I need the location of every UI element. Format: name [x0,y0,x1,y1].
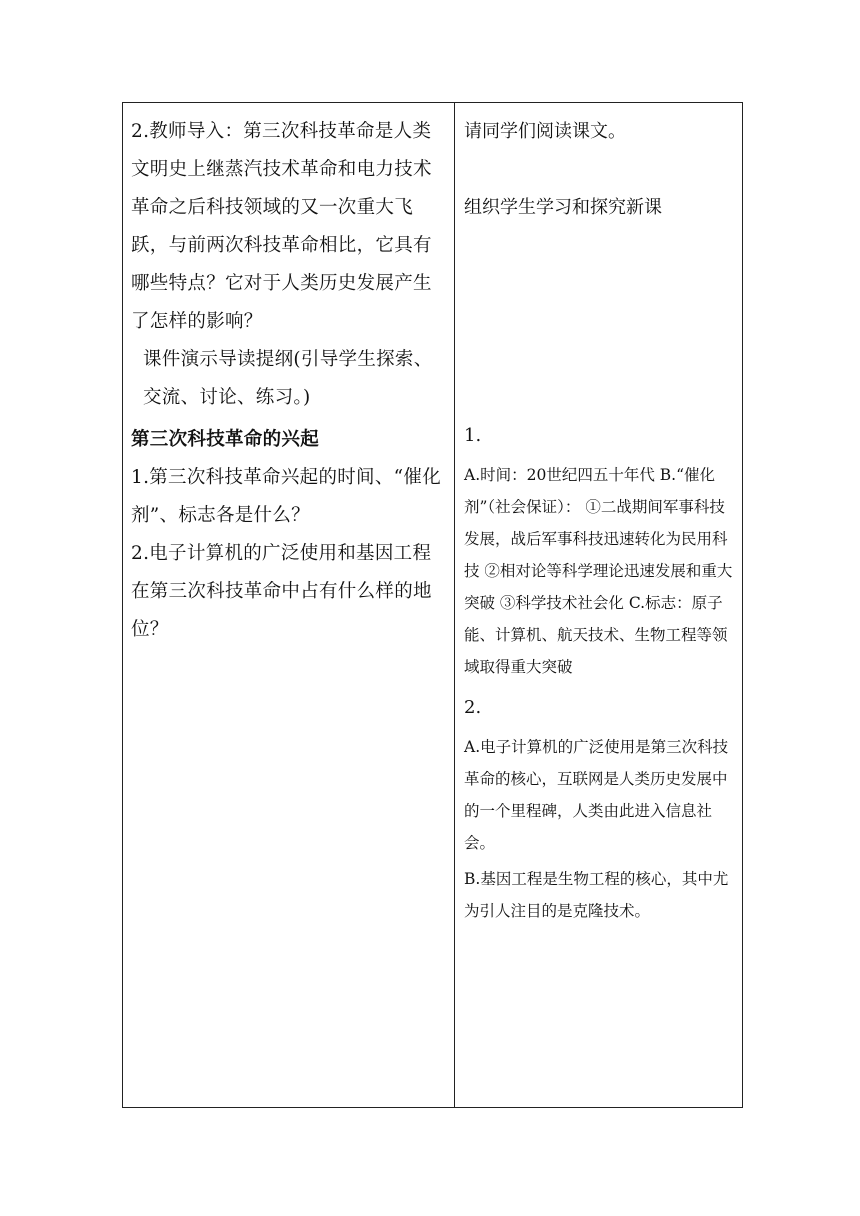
lesson-table [122,102,743,1108]
answer-2a-text: A.电子计算机的广泛使用是第三次科技革命的核心，互联网是人类历史发展中的一个里程碑，人类由此进入信息社会。 [464,738,729,852]
teacher-intro-text: 2.教师导入：第三次科技革命是人类文明史上继蒸汽技术革命和电力技术革命之后科技领域的又一次重大飞跃，与前两次科技革命相比，它具有哪些特点？它对于人类历史发展产生了怎样的影响？ [131,121,432,332]
section-heading: 第三次科技革命的兴起 [131,429,320,450]
answer-number-2: 2. [464,697,482,718]
question-2: 2.电子计算机的广泛使用和基因工程在第三次科技革命中占有什么样的地位？ [131,543,432,640]
answer-number-1: 1. [464,425,482,446]
teacher-activity-cell [123,103,455,1108]
question-1: 1.第三次科技革命兴起的时间、“催化剂”、标志各是什么？ [131,467,442,526]
answer-2b-text: B.基因工程是生物工程的核心，其中尤为引人注目的是克隆技术。 [464,870,729,920]
student-activity-cell [455,103,743,1108]
read-instruction: 请同学们阅读课文。 [464,121,626,142]
table-row [123,103,743,1108]
organize-instruction: 组织学生学习和探究新课 [464,197,662,218]
courseware-outline-text: 课件演示导读提纲(引导学生探索、交流、讨论、练习。) [143,349,433,408]
answer-1-text: A.时间：20世纪四五十年代 B.“催化剂”（社会保证）： ①二战期间军事科技发展，战后军事科技迅速转化为民用科技 ②相对论等科学理论迅速发展和重大突破 ③科学技术社会化 C.标志：原子能、计算机、航天技术、生物工程等领域取得重大突破 [464,466,733,676]
